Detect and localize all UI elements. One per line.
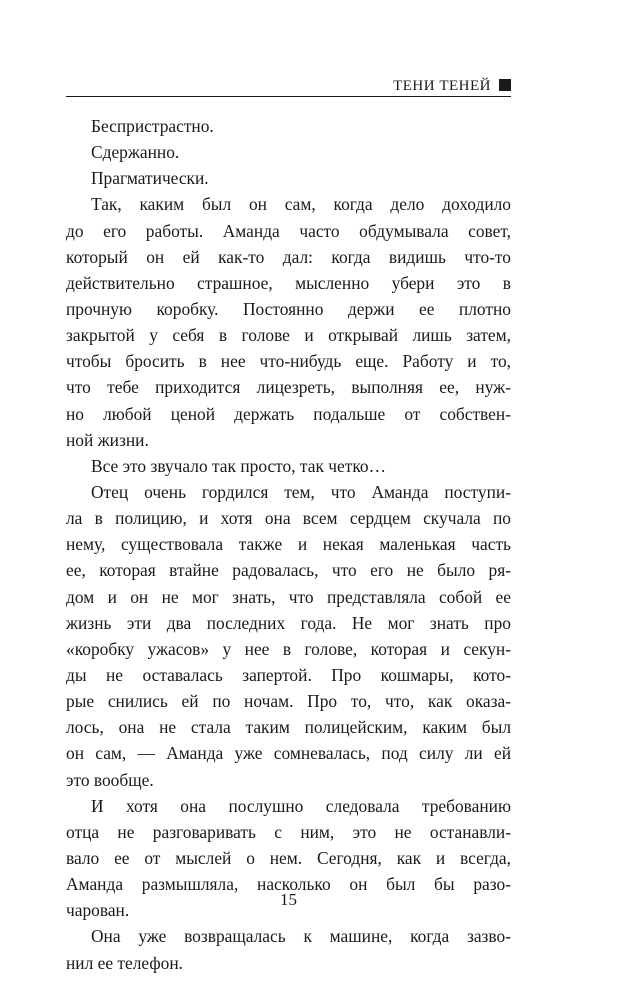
text-line: дом и он не мог знать, что представляла собой ее (66, 586, 511, 607)
text-line: Отец очень гордился тем, что Аманда поступи- (91, 481, 511, 502)
text-line: жизнь эти два последних года. Не мог знать про (66, 612, 511, 633)
text-line: Так, каким был он сам, когда дело доходило (91, 194, 511, 215)
text-line: действительно страшное, мысленно убери это в (66, 272, 511, 293)
running-head-title: ТЕНИ ТЕНЕЙ (393, 77, 491, 94)
text-line: но любой ценой держать подальше от собствен- (66, 403, 511, 424)
text-line: Беспристрастно. (91, 116, 214, 136)
text-line: отца не разговаривать с ним, это не останавли- (66, 821, 511, 842)
text-line: до его работы. Аманда часто обдумывала совет, (66, 220, 511, 241)
text-line: это вообще. (66, 769, 154, 790)
text-line: нил ее телефон. (66, 952, 183, 973)
text-line: Все это звучало так просто, так четко… (91, 455, 386, 476)
text-line: вало ее от мыслей о нем. Сегодня, как и всегда, (66, 847, 511, 868)
text-line: Сдержанно. (91, 142, 180, 163)
text-line: Аманда размышляла, насколько он был бы разо- (66, 874, 511, 895)
text-line: что тебе приходится лицезреть, выполняя ее, нуж- (66, 377, 511, 398)
text-line: лось, она не стала таким полицейским, каким был (66, 717, 511, 738)
running-head (66, 74, 511, 96)
text-line: Она уже возвращалась к машине, когда зазво- (91, 926, 511, 947)
text-line: прочную коробку. Постоянно держи ее плотно (66, 298, 511, 319)
text-line: И хотя она послушно следовала требованию (91, 795, 511, 816)
text-line: рые снились ей по ночам. Про то, что, как оказа- (66, 691, 511, 712)
text-line: Прагматически. (91, 168, 209, 189)
text-line: «коробку ужасов» у нее в голове, которая и секун- (66, 638, 511, 659)
square-ornament-icon (499, 79, 511, 91)
text-line: ее, которая втайне радовалась, что его не было ря- (66, 560, 511, 581)
body-text (66, 113, 511, 976)
text-line: который он ей как-то дал: когда видишь что-то (66, 246, 511, 267)
text-line: закрытой у себя в голове и открывай лишь затем, (66, 325, 511, 346)
text-line: чарован. (66, 900, 130, 921)
header-rule (66, 96, 511, 97)
text-line: ды не оставалась запертой. Про кошмары, кото- (66, 664, 511, 685)
text-line: ла в полицию, и хотя она всем сердцем скучала по (66, 508, 511, 529)
text-line: нему, существовала также и некая маленькая часть (66, 534, 511, 555)
text-line: он сам, — Аманда уже сомневалась, под силу ли ей (66, 743, 511, 764)
text-line: ной жизни. (66, 429, 149, 450)
page-number: 15 (280, 890, 297, 909)
text-line: чтобы бросить в нее что-нибудь еще. Работу и то, (66, 351, 511, 372)
